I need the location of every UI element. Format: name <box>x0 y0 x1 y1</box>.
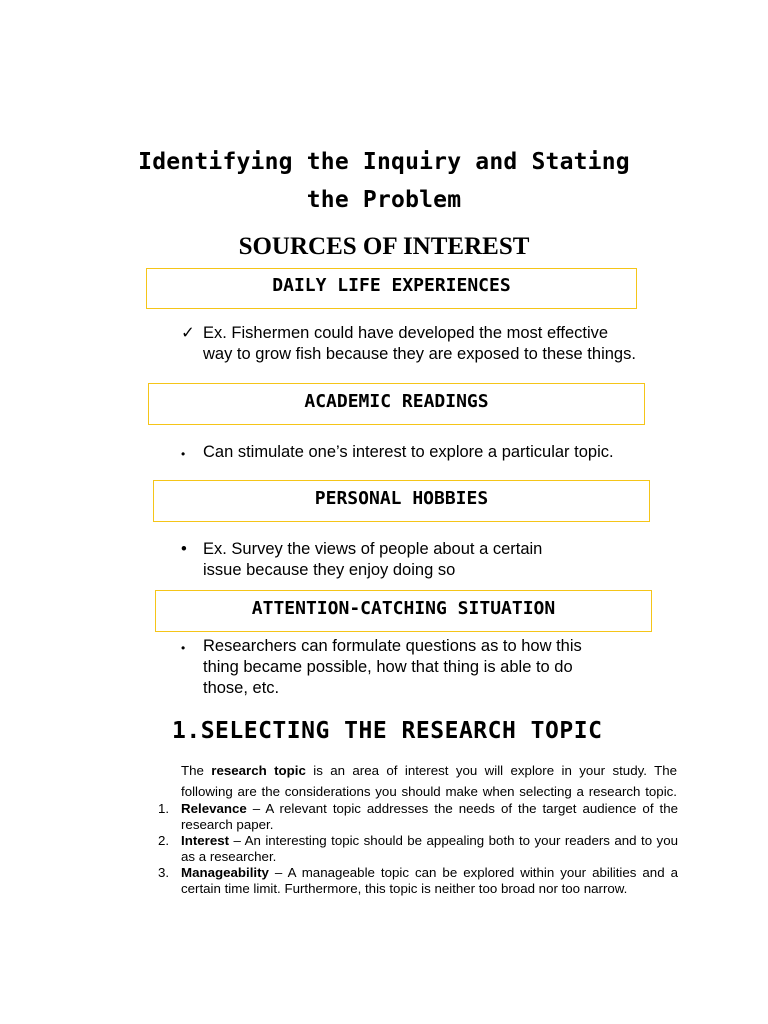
list-term: Manageability <box>181 865 269 880</box>
intro-text-end: is an area of interest you will explore in your study. The following are the considerations you should make when selecting a research topic. <box>181 763 677 799</box>
source-text: Ex. Survey the views of people about a certain issue because they enjoy doing so <box>203 540 543 579</box>
list-text: – An interesting topic should be appealing both to your readers and to you as a researcher. <box>181 833 678 864</box>
list-number: 3. <box>158 865 170 880</box>
considerations-list <box>158 801 678 897</box>
document-title <box>60 143 708 219</box>
list-text: – A relevant topic addresses the needs of the target audience of the research paper. <box>181 801 678 832</box>
intro-bold-term: research topic <box>211 763 306 778</box>
source-heading: DAILY LIFE EXPERIENCES <box>272 275 511 296</box>
list-item <box>158 833 678 865</box>
list-term: Interest <box>181 833 230 848</box>
source-heading: ATTENTION-CATCHING SITUATION <box>251 597 556 619</box>
checkmark-icon: ✓ <box>181 324 195 342</box>
source-text: Ex. Fishermen could have developed the most effective way to grow fish because they are exposed to these things. <box>203 324 636 363</box>
source-heading: ACADEMIC READINGS <box>304 390 489 412</box>
title-line-1: Identifying the Inquiry and Stating <box>138 149 630 175</box>
intro-paragraph <box>181 760 677 802</box>
source-text: Can stimulate one’s interest to explore a particular topic. <box>203 443 614 461</box>
bullet-icon: • <box>181 447 186 461</box>
list-number: 2. <box>158 833 170 848</box>
section-heading: 1.SELECTING THE RESEARCH TOPIC <box>172 718 603 744</box>
source-text: Researchers can formulate questions as to how this thing became possible, how that thing is able to do those, etc. <box>203 637 582 697</box>
list-text: – A manageable topic can be explored within your abilities and a certain time limit. Furthermore, this topic is neither too broad nor too narrow. <box>181 865 678 896</box>
intro-text-start: The <box>181 763 212 778</box>
source-box-daily-life <box>146 268 637 309</box>
source-box-attention-catching <box>155 590 652 632</box>
source-item-daily-life <box>181 323 641 365</box>
list-term: Relevance <box>181 801 247 816</box>
source-heading: PERSONAL HOBBIES <box>314 487 489 509</box>
bullet-icon: • <box>181 540 187 558</box>
bullet-icon: • <box>181 641 186 655</box>
source-box-academic-readings <box>148 383 645 425</box>
section-subtitle: SOURCES OF INTEREST <box>238 233 530 260</box>
title-line-2: the Problem <box>306 187 462 213</box>
list-item <box>158 865 678 897</box>
source-item-academic-readings <box>181 442 661 463</box>
list-item <box>158 801 678 833</box>
source-item-attention-catching <box>181 636 621 699</box>
source-box-personal-hobbies <box>153 480 650 522</box>
list-number: 1. <box>158 801 170 816</box>
source-item-personal-hobbies <box>181 539 581 581</box>
